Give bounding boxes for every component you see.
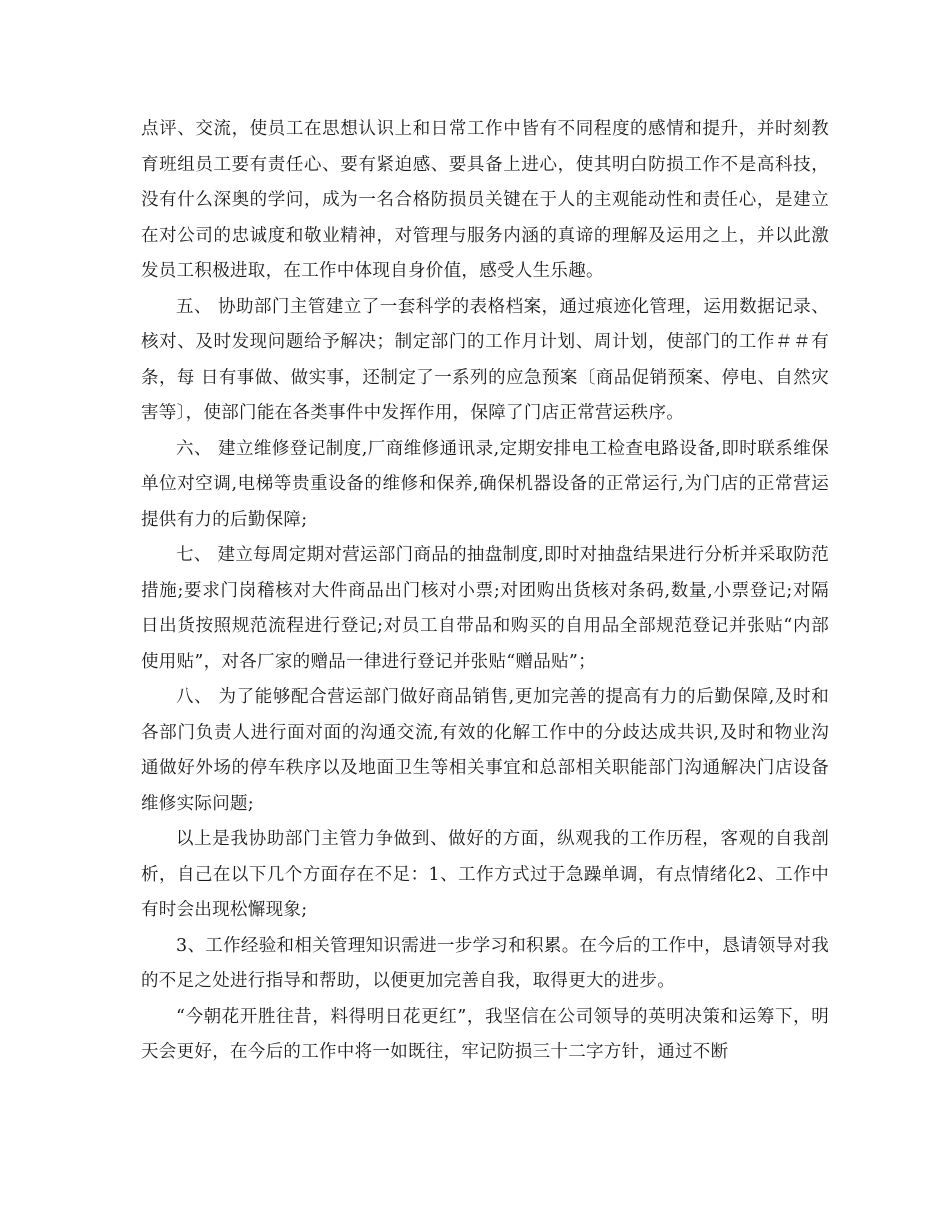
paragraph-item-8: 八、 为了能够配合营运部门做好商品销售,更加完善的提高有力的后勤保障,及时和各部门负责人进行面对面的沟通交流,有效的化解工作中的分歧达成共识,及时和物业沟通做好外场的停车秩序以及地面卫生等相关事宜和总部相关职能部门沟通解决门店设备维修实际问题; (141, 687, 829, 814)
paragraph-continuation: 点评、交流，使员工在思想认识上和日常工作中皆有不同程度的感情和提升，并时刻教育班组员工要有责任心、要有紧迫感、要具备上进心，使其明白防损工作不是高科技，没有什么深奥的学问，成为一名合格防损员关键在于人的主观能动性和责任心，是建立在对公司的忠诚度和敬业精神，对管理与服务内涵的真谛的理解及运用之上，并以此激发员工积极进取，在工作中体现自身价值，感受人生乐趣。 (141, 119, 829, 281)
paragraph-item-7: 七、 建立每周定期对营运部门商品的抽盘制度,即时对抽盘结果进行分析并采取防范措施;要求门岗稽核对大件商品出门核对小票;对团购出货核对条码,数量,小票登记;对隔日出货按照规范流程进行登记;对员工自带品和购买的自用品全部规范登记并张贴“内部使用贴”，对各厂家的赠品一律进行登记并张贴“赠品贴”； (141, 545, 829, 672)
paragraph-item-5: 五、 协助部门主管建立了一套科学的表格档案，通过痕迹化管理，运用数据记录、核对、及时发现问题给予解决；制定部门的工作月计划、周计划，使部门的工作＃＃有条，每 日有事做、做实事，还制定了一系列的应急预案〔商品促销预案、停电、自然灾害等〕，使部门能在各类事件中发挥作用，保障了门店正常营运秩序。 (141, 296, 829, 423)
paragraph-item-6: 六、 建立维修登记制度,厂商维修通讯录,定期安排电工检查电路设备,即时联系维保单位对空调,电梯等贵重设备的维修和保养,确保机器设备的正常运行,为门店的正常营运提供有力的后勤保障; (141, 438, 829, 530)
paragraph-self-assessment: 以上是我协助部门主管力争做到、做好的方面，纵观我的工作历程，客观的自我剖析，自己在以下几个方面存在不足：1、工作方式过于急躁单调，有点情绪化2、工作中有时会出现松懈现象; (141, 829, 829, 920)
paragraph-closing: “今朝花开胜往昔，料得明日花更红”，我坚信在公司领导的英明决策和运筹下，明天会更好，在今后的工作中将一如既往，牢记防损三十二字方针，通过不断 (141, 1006, 829, 1062)
paragraph-shortcoming-3: 3、工作经验和相关管理知识需进一步学习和积累。在今后的工作中，恳请领导对我的不足之处进行指导和帮助，以便更加完善自我，取得更大的进步。 (141, 935, 829, 991)
